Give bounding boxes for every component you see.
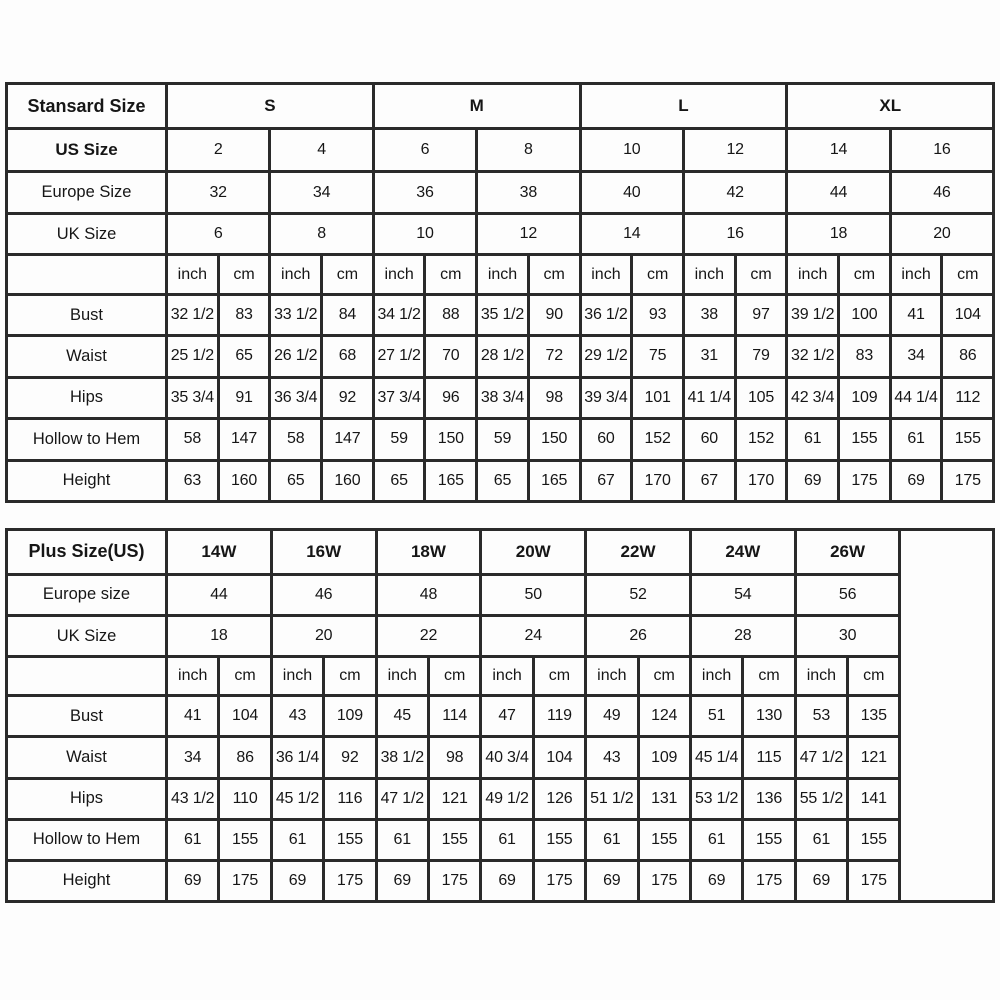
measure-value-cell: 42 3/4: [787, 377, 839, 418]
measure-value-cell: 25 1/2: [167, 336, 219, 377]
measure-value-cell: 67: [683, 460, 735, 501]
measure-value-cell: 61: [890, 419, 942, 460]
unit-header-cell: cm: [638, 657, 690, 696]
measure-value-cell: 98: [428, 737, 480, 778]
measure-value-cell: 155: [848, 819, 900, 860]
measure-value-cell: 160: [218, 460, 270, 501]
measure-value-cell: 51 1/2: [586, 778, 638, 819]
unit-header-cell: inch: [683, 255, 735, 295]
size-value-cell: 10: [580, 129, 683, 172]
unit-header-cell: inch: [787, 255, 839, 295]
standard-size-table: [5, 82, 995, 503]
measure-value-cell: 45 1/4: [690, 737, 742, 778]
row-label: Waist: [7, 737, 167, 778]
unit-header-cell: inch: [586, 657, 638, 696]
measure-value-cell: 175: [638, 860, 690, 901]
measure-value-cell: 175: [848, 860, 900, 901]
unit-header-cell: cm: [632, 255, 684, 295]
measure-value-cell: 41: [167, 696, 219, 737]
measure-value-cell: 43: [586, 737, 638, 778]
measure-value-cell: 110: [219, 778, 271, 819]
unit-header-cell: cm: [425, 255, 477, 295]
size-value-cell: 44: [787, 172, 890, 213]
measure-value-cell: 65: [218, 336, 270, 377]
unit-header-cell: cm: [218, 255, 270, 295]
measure-value-cell: 155: [743, 819, 795, 860]
measure-value-cell: 116: [324, 778, 376, 819]
measure-value-cell: 105: [735, 377, 787, 418]
measure-value-cell: 150: [425, 419, 477, 460]
measure-value-cell: 130: [743, 696, 795, 737]
measure-value-cell: 121: [848, 737, 900, 778]
unit-header-cell: inch: [167, 657, 219, 696]
measure-value-cell: 53: [795, 696, 847, 737]
measure-value-cell: 65: [270, 460, 322, 501]
measure-value-cell: 45: [376, 696, 428, 737]
measure-value-cell: 92: [322, 377, 374, 418]
measure-value-cell: 27 1/2: [373, 336, 425, 377]
measure-value-cell: 155: [942, 419, 994, 460]
measure-value-cell: 59: [373, 419, 425, 460]
measure-value-cell: 69: [481, 860, 533, 901]
measure-value-cell: 69: [376, 860, 428, 901]
measure-value-cell: 88: [425, 294, 477, 335]
size-group-header: M: [373, 84, 580, 129]
measure-value-cell: 79: [735, 336, 787, 377]
measure-value-cell: 152: [735, 419, 787, 460]
measure-value-cell: 98: [528, 377, 580, 418]
size-value-cell: 38: [477, 172, 580, 213]
measure-value-cell: 124: [638, 696, 690, 737]
measure-value-cell: 175: [219, 860, 271, 901]
measure-value-cell: 34: [167, 737, 219, 778]
plus-size-table: [5, 528, 995, 903]
size-group-header: L: [580, 84, 787, 129]
measure-value-cell: 147: [322, 419, 374, 460]
unit-header-cell: cm: [735, 255, 787, 295]
size-value-cell: 2: [167, 129, 270, 172]
row-label: Height: [7, 460, 167, 501]
measure-value-cell: 170: [632, 460, 684, 501]
size-value-cell: 48: [376, 574, 481, 615]
measure-value-cell: 101: [632, 377, 684, 418]
measure-value-cell: 36 1/2: [580, 294, 632, 335]
measure-value-cell: 34 1/2: [373, 294, 425, 335]
measure-value-cell: 155: [638, 819, 690, 860]
row-label: Hips: [7, 778, 167, 819]
row-label: UK Size: [7, 213, 167, 254]
measure-value-cell: 61: [481, 819, 533, 860]
measure-value-cell: 61: [376, 819, 428, 860]
unit-header-cell: cm: [533, 657, 585, 696]
measure-value-cell: 65: [373, 460, 425, 501]
size-value-cell: 16: [683, 213, 786, 254]
size-group-header: S: [167, 84, 374, 129]
size-value-cell: 22: [376, 615, 481, 656]
size-value-cell: 44: [167, 574, 272, 615]
measure-value-cell: 170: [735, 460, 787, 501]
size-value-cell: 42: [683, 172, 786, 213]
measure-value-cell: 60: [683, 419, 735, 460]
measure-value-cell: 69: [787, 460, 839, 501]
measure-value-cell: 175: [839, 460, 891, 501]
measure-value-cell: 69: [271, 860, 323, 901]
measure-value-cell: 32 1/2: [787, 336, 839, 377]
measure-value-cell: 84: [322, 294, 374, 335]
unit-row-spacer: [7, 255, 167, 295]
measure-value-cell: 96: [425, 377, 477, 418]
measure-value-cell: 33 1/2: [270, 294, 322, 335]
measure-value-cell: 69: [690, 860, 742, 901]
measure-value-cell: 26 1/2: [270, 336, 322, 377]
measure-value-cell: 109: [324, 696, 376, 737]
size-group-header: 14W: [167, 530, 272, 575]
size-value-cell: 36: [373, 172, 476, 213]
measure-value-cell: 38 1/2: [376, 737, 428, 778]
measure-value-cell: 91: [218, 377, 270, 418]
measure-value-cell: 175: [324, 860, 376, 901]
measure-value-cell: 69: [586, 860, 638, 901]
measure-value-cell: 39 3/4: [580, 377, 632, 418]
measure-value-cell: 100: [839, 294, 891, 335]
row-label: Hollow to Hem: [7, 819, 167, 860]
row-label: Waist: [7, 336, 167, 377]
measure-value-cell: 135: [848, 696, 900, 737]
empty-column-cell: [900, 530, 994, 902]
measure-value-cell: 83: [839, 336, 891, 377]
size-value-cell: 32: [167, 172, 270, 213]
measure-value-cell: 36 1/4: [271, 737, 323, 778]
measure-value-cell: 155: [428, 819, 480, 860]
measure-value-cell: 65: [477, 460, 529, 501]
row-label: Europe Size: [7, 172, 167, 213]
measure-value-cell: 35 1/2: [477, 294, 529, 335]
measure-value-cell: 83: [218, 294, 270, 335]
row-label: Bust: [7, 696, 167, 737]
measure-value-cell: 150: [528, 419, 580, 460]
measure-value-cell: 152: [632, 419, 684, 460]
measure-value-cell: 119: [533, 696, 585, 737]
measure-value-cell: 72: [528, 336, 580, 377]
row-label: Bust: [7, 294, 167, 335]
unit-header-cell: cm: [942, 255, 994, 295]
unit-header-cell: inch: [270, 255, 322, 295]
measure-value-cell: 147: [218, 419, 270, 460]
size-value-cell: 54: [690, 574, 795, 615]
size-value-cell: 12: [477, 213, 580, 254]
measure-value-cell: 112: [942, 377, 994, 418]
unit-header-cell: inch: [890, 255, 942, 295]
measure-value-cell: 44 1/4: [890, 377, 942, 418]
row-label: Hips: [7, 377, 167, 418]
measure-value-cell: 109: [839, 377, 891, 418]
row-label: Europe size: [7, 574, 167, 615]
measure-value-cell: 93: [632, 294, 684, 335]
unit-header-cell: inch: [795, 657, 847, 696]
measure-value-cell: 29 1/2: [580, 336, 632, 377]
corner-label: Plus Size(US): [7, 530, 167, 575]
measure-value-cell: 61: [795, 819, 847, 860]
measure-value-cell: 37 3/4: [373, 377, 425, 418]
size-value-cell: 8: [270, 213, 373, 254]
measure-value-cell: 61: [787, 419, 839, 460]
size-group-header: 20W: [481, 530, 586, 575]
size-value-cell: 26: [586, 615, 691, 656]
unit-header-cell: inch: [373, 255, 425, 295]
size-value-cell: 30: [795, 615, 900, 656]
measure-value-cell: 58: [167, 419, 219, 460]
measure-value-cell: 69: [795, 860, 847, 901]
size-value-cell: 6: [167, 213, 270, 254]
measure-value-cell: 121: [428, 778, 480, 819]
size-value-cell: 52: [586, 574, 691, 615]
measure-value-cell: 104: [942, 294, 994, 335]
measure-value-cell: 109: [638, 737, 690, 778]
size-group-header: 18W: [376, 530, 481, 575]
measure-value-cell: 59: [477, 419, 529, 460]
measure-value-cell: 38: [683, 294, 735, 335]
size-value-cell: 4: [270, 129, 373, 172]
measure-value-cell: 63: [167, 460, 219, 501]
size-value-cell: 24: [481, 615, 586, 656]
measure-value-cell: 155: [533, 819, 585, 860]
unit-header-cell: cm: [743, 657, 795, 696]
measure-value-cell: 97: [735, 294, 787, 335]
measure-value-cell: 43: [271, 696, 323, 737]
measure-value-cell: 160: [322, 460, 374, 501]
unit-header-cell: cm: [428, 657, 480, 696]
measure-value-cell: 141: [848, 778, 900, 819]
size-value-cell: 10: [373, 213, 476, 254]
measure-value-cell: 86: [219, 737, 271, 778]
measure-value-cell: 75: [632, 336, 684, 377]
measure-value-cell: 70: [425, 336, 477, 377]
unit-header-cell: inch: [690, 657, 742, 696]
unit-row-spacer: [7, 657, 167, 696]
measure-value-cell: 31: [683, 336, 735, 377]
size-value-cell: 18: [787, 213, 890, 254]
unit-header-cell: inch: [271, 657, 323, 696]
size-value-cell: 28: [690, 615, 795, 656]
measure-value-cell: 40 3/4: [481, 737, 533, 778]
measure-value-cell: 92: [324, 737, 376, 778]
row-label: UK Size: [7, 615, 167, 656]
measure-value-cell: 36 3/4: [270, 377, 322, 418]
measure-value-cell: 126: [533, 778, 585, 819]
measure-value-cell: 155: [839, 419, 891, 460]
unit-header-cell: cm: [324, 657, 376, 696]
measure-value-cell: 45 1/2: [271, 778, 323, 819]
measure-value-cell: 53 1/2: [690, 778, 742, 819]
size-value-cell: 46: [890, 172, 993, 213]
unit-header-cell: inch: [580, 255, 632, 295]
measure-value-cell: 155: [219, 819, 271, 860]
measure-value-cell: 51: [690, 696, 742, 737]
size-value-cell: 16: [890, 129, 993, 172]
unit-header-cell: inch: [376, 657, 428, 696]
measure-value-cell: 38 3/4: [477, 377, 529, 418]
size-value-cell: 14: [580, 213, 683, 254]
corner-label: Stansard Size: [7, 84, 167, 129]
size-value-cell: 20: [271, 615, 376, 656]
size-group-header: 22W: [586, 530, 691, 575]
measure-value-cell: 155: [324, 819, 376, 860]
size-value-cell: 20: [890, 213, 993, 254]
measure-value-cell: 90: [528, 294, 580, 335]
measure-value-cell: 165: [425, 460, 477, 501]
size-value-cell: 14: [787, 129, 890, 172]
measure-value-cell: 43 1/2: [167, 778, 219, 819]
unit-header-cell: inch: [477, 255, 529, 295]
measure-value-cell: 61: [690, 819, 742, 860]
measure-value-cell: 34: [890, 336, 942, 377]
measure-value-cell: 58: [270, 419, 322, 460]
row-label: Height: [7, 860, 167, 901]
measure-value-cell: 35 3/4: [167, 377, 219, 418]
size-value-cell: 40: [580, 172, 683, 213]
row-label: US Size: [7, 129, 167, 172]
size-group-header: 24W: [690, 530, 795, 575]
measure-value-cell: 104: [219, 696, 271, 737]
size-value-cell: 34: [270, 172, 373, 213]
measure-value-cell: 136: [743, 778, 795, 819]
measure-value-cell: 175: [942, 460, 994, 501]
size-value-cell: 56: [795, 574, 900, 615]
measure-value-cell: 69: [890, 460, 942, 501]
size-value-cell: 18: [167, 615, 272, 656]
measure-value-cell: 47 1/2: [795, 737, 847, 778]
measure-value-cell: 28 1/2: [477, 336, 529, 377]
size-group-header: 16W: [271, 530, 376, 575]
measure-value-cell: 104: [533, 737, 585, 778]
measure-value-cell: 61: [586, 819, 638, 860]
measure-value-cell: 68: [322, 336, 374, 377]
measure-value-cell: 175: [743, 860, 795, 901]
unit-header-cell: cm: [839, 255, 891, 295]
size-value-cell: 50: [481, 574, 586, 615]
measure-value-cell: 55 1/2: [795, 778, 847, 819]
unit-header-cell: inch: [481, 657, 533, 696]
measure-value-cell: 69: [167, 860, 219, 901]
measure-value-cell: 175: [428, 860, 480, 901]
size-value-cell: 12: [683, 129, 786, 172]
measure-value-cell: 49 1/2: [481, 778, 533, 819]
measure-value-cell: 39 1/2: [787, 294, 839, 335]
unit-header-cell: cm: [848, 657, 900, 696]
size-group-header: XL: [787, 84, 994, 129]
measure-value-cell: 131: [638, 778, 690, 819]
size-group-header: 26W: [795, 530, 900, 575]
measure-value-cell: 49: [586, 696, 638, 737]
measure-value-cell: 47 1/2: [376, 778, 428, 819]
unit-header-cell: cm: [528, 255, 580, 295]
size-value-cell: 8: [477, 129, 580, 172]
size-value-cell: 6: [373, 129, 476, 172]
measure-value-cell: 61: [271, 819, 323, 860]
measure-value-cell: 165: [528, 460, 580, 501]
unit-header-cell: cm: [322, 255, 374, 295]
measure-value-cell: 41: [890, 294, 942, 335]
measure-value-cell: 61: [167, 819, 219, 860]
measure-value-cell: 67: [580, 460, 632, 501]
unit-header-cell: inch: [167, 255, 219, 295]
unit-header-cell: cm: [219, 657, 271, 696]
size-value-cell: 46: [271, 574, 376, 615]
measure-value-cell: 60: [580, 419, 632, 460]
measure-value-cell: 175: [533, 860, 585, 901]
measure-value-cell: 41 1/4: [683, 377, 735, 418]
measure-value-cell: 32 1/2: [167, 294, 219, 335]
measure-value-cell: 47: [481, 696, 533, 737]
measure-value-cell: 114: [428, 696, 480, 737]
measure-value-cell: 86: [942, 336, 994, 377]
measure-value-cell: 115: [743, 737, 795, 778]
row-label: Hollow to Hem: [7, 419, 167, 460]
